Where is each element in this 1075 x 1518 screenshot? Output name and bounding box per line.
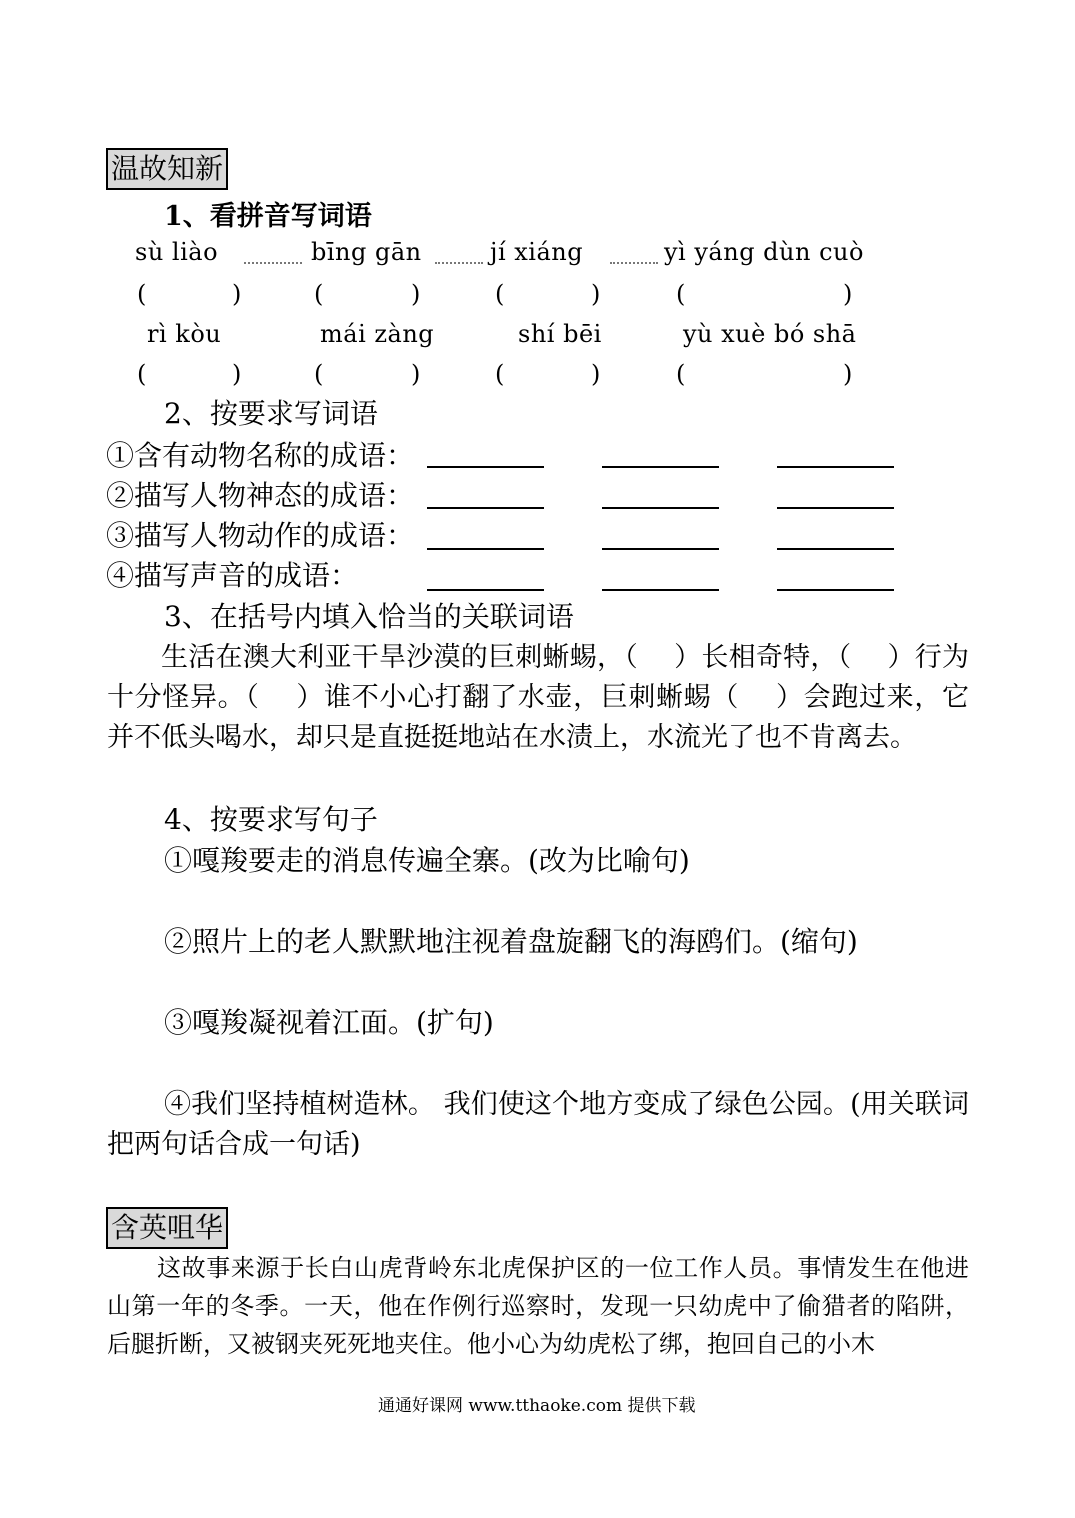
q2-item-3: ③描写人物动作的成语： bbox=[106, 519, 415, 552]
answer-blank[interactable] bbox=[427, 589, 544, 591]
answer-paren-open: ( bbox=[495, 360, 505, 388]
q4-item-1: ①嘎羧要走的消息传遍全寨。(改为比喻句) bbox=[164, 844, 690, 877]
q2-item-2: ②描写人物神态的成语： bbox=[106, 479, 415, 512]
answer-blank[interactable] bbox=[427, 548, 544, 550]
pinyin-8: yù xuè bó shā bbox=[683, 320, 857, 348]
answer-blank[interactable] bbox=[602, 548, 719, 550]
q2-item-1: ①含有动物名称的成语： bbox=[106, 439, 415, 472]
answer-paren-close: ) bbox=[843, 280, 853, 308]
dotted-leader bbox=[435, 262, 483, 264]
answer-paren-open: ( bbox=[676, 360, 686, 388]
answer-blank[interactable] bbox=[777, 589, 894, 591]
q4-item-3: ③嘎羧凝视着江面。(扩句) bbox=[164, 1006, 494, 1039]
answer-paren-close: ) bbox=[843, 360, 853, 388]
answer-blank[interactable] bbox=[602, 466, 719, 468]
pinyin-4: yì yáng dùn cuò bbox=[664, 238, 864, 266]
section-tag-reading: 含英咀华 bbox=[106, 1207, 228, 1249]
answer-blank[interactable] bbox=[427, 466, 544, 468]
answer-paren-close: ) bbox=[411, 280, 421, 308]
q1-title: 1、看拼音写词语 bbox=[164, 201, 372, 232]
pinyin-2: bīng gān bbox=[311, 238, 422, 266]
pinyin-1: sù liào bbox=[135, 238, 219, 266]
reading-passage: 这故事来源于长白山虎背岭东北虎保护区的一位工作人员。事情发生在他进山第一年的冬季。一天，他在作例行巡察时，发现一只幼虎中了偷猎者的陷阱，后腿折断，又被钢夹死死地夹住。他小心为幼虎松了绑，抱回自己的小木 bbox=[107, 1254, 969, 1358]
answer-blank[interactable] bbox=[427, 507, 544, 509]
q3-title: 3、在括号内填入恰当的关联词语 bbox=[164, 600, 574, 633]
dotted-leader bbox=[610, 262, 658, 264]
answer-paren-open: ( bbox=[495, 280, 505, 308]
answer-blank[interactable] bbox=[777, 507, 894, 509]
answer-blank[interactable] bbox=[777, 548, 894, 550]
dotted-leader bbox=[244, 262, 302, 264]
pinyin-6: mái zàng bbox=[320, 320, 435, 348]
section-tag-review: 温故知新 bbox=[106, 148, 228, 190]
answer-paren-close: ) bbox=[591, 360, 601, 388]
q3-passage: 生活在澳大利亚干旱沙漠的巨刺蜥蜴，（ ）长相奇特，（ ）行为十分怪异。（ ）谁不小心打翻了水壶，巨刺蜥蜴（ ）会跑过来，它并不低头喝水，却只是直挺挺地站在水渍上，水流光了也不肯离去。 bbox=[107, 642, 969, 753]
answer-blank[interactable] bbox=[777, 466, 894, 468]
q2-item-4: ④描写声音的成语： bbox=[106, 559, 359, 592]
pinyin-7: shí bēi bbox=[518, 320, 602, 348]
answer-paren-close: ) bbox=[232, 360, 242, 388]
q4-item-4: ④我们坚持植树造林。 我们使这个地方变成了绿色公园。(用关联词把两句话合成一句话) bbox=[107, 1089, 969, 1160]
answer-paren-open: ( bbox=[676, 280, 686, 308]
answer-paren-open: ( bbox=[137, 280, 147, 308]
pinyin-5: rì kòu bbox=[147, 320, 222, 348]
pinyin-3: jí xiáng bbox=[490, 238, 584, 266]
answer-paren-close: ) bbox=[411, 360, 421, 388]
q4-item-2: ②照片上的老人默默地注视着盘旋翻飞的海鸥们。(缩句) bbox=[164, 925, 858, 958]
answer-paren-close: ) bbox=[232, 280, 242, 308]
answer-paren-open: ( bbox=[314, 360, 324, 388]
footer-text: 通通好课网 www.tthaoke.com 提供下载 bbox=[378, 1396, 696, 1416]
answer-blank[interactable] bbox=[602, 589, 719, 591]
answer-paren-open: ( bbox=[314, 280, 324, 308]
answer-paren-close: ) bbox=[591, 280, 601, 308]
answer-paren-open: ( bbox=[137, 360, 147, 388]
q4-title: 4、按要求写句子 bbox=[164, 803, 378, 836]
answer-blank[interactable] bbox=[602, 507, 719, 509]
q2-title: 2、按要求写词语 bbox=[164, 397, 378, 430]
